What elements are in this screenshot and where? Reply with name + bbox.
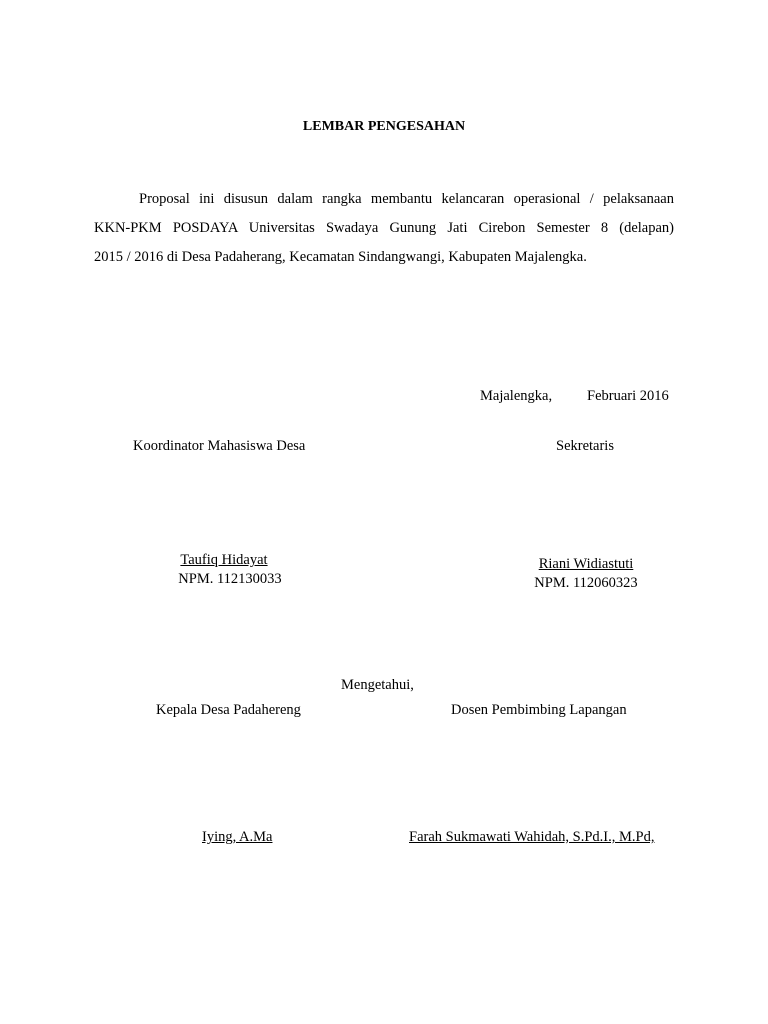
date-label: Februari 2016 — [587, 388, 669, 404]
acknowledged-label: Mengetahui, — [341, 677, 414, 693]
coordinator-npm: NPM. 112130033 — [178, 571, 282, 587]
place-label: Majalengka, — [480, 388, 553, 404]
village-head-role: Kepala Desa Padahereng — [156, 702, 301, 718]
coordinator-signature — [130, 551, 330, 589]
secretary-name: Riani Widiastuti — [538, 556, 634, 572]
coordinator-role: Koordinator Mahasiswa Desa — [133, 438, 306, 454]
coordinator-name: Taufiq Hidayat — [180, 552, 268, 568]
body-paragraph — [94, 185, 674, 272]
secretary-role: Sekretaris — [556, 438, 614, 454]
secretary-npm: NPM. 112060323 — [534, 575, 638, 591]
secretary-signature — [486, 555, 686, 593]
supervisor-name: Farah Sukmawati Wahidah, S.Pd.I., M.Pd, — [409, 829, 655, 845]
supervisor-role: Dosen Pembimbing Lapangan — [451, 702, 627, 718]
page-title: LEMBAR PENGESAHAN — [302, 119, 466, 134]
paragraph-line-1: Proposal ini disusun dalam rangka membantu kelancaran operasional / pelaksanaan — [139, 191, 674, 207]
village-head-name: Iying, A.Ma — [202, 829, 273, 845]
paragraph-line-3: 2015 / 2016 di Desa Padaherang, Kecamatan Sindangwangi, Kabupaten Majalengka. — [94, 249, 587, 265]
paragraph-line-2: KKN-PKM POSDAYA Universitas Swadaya Gunung Jati Cirebon Semester 8 (delapan) — [94, 220, 674, 236]
